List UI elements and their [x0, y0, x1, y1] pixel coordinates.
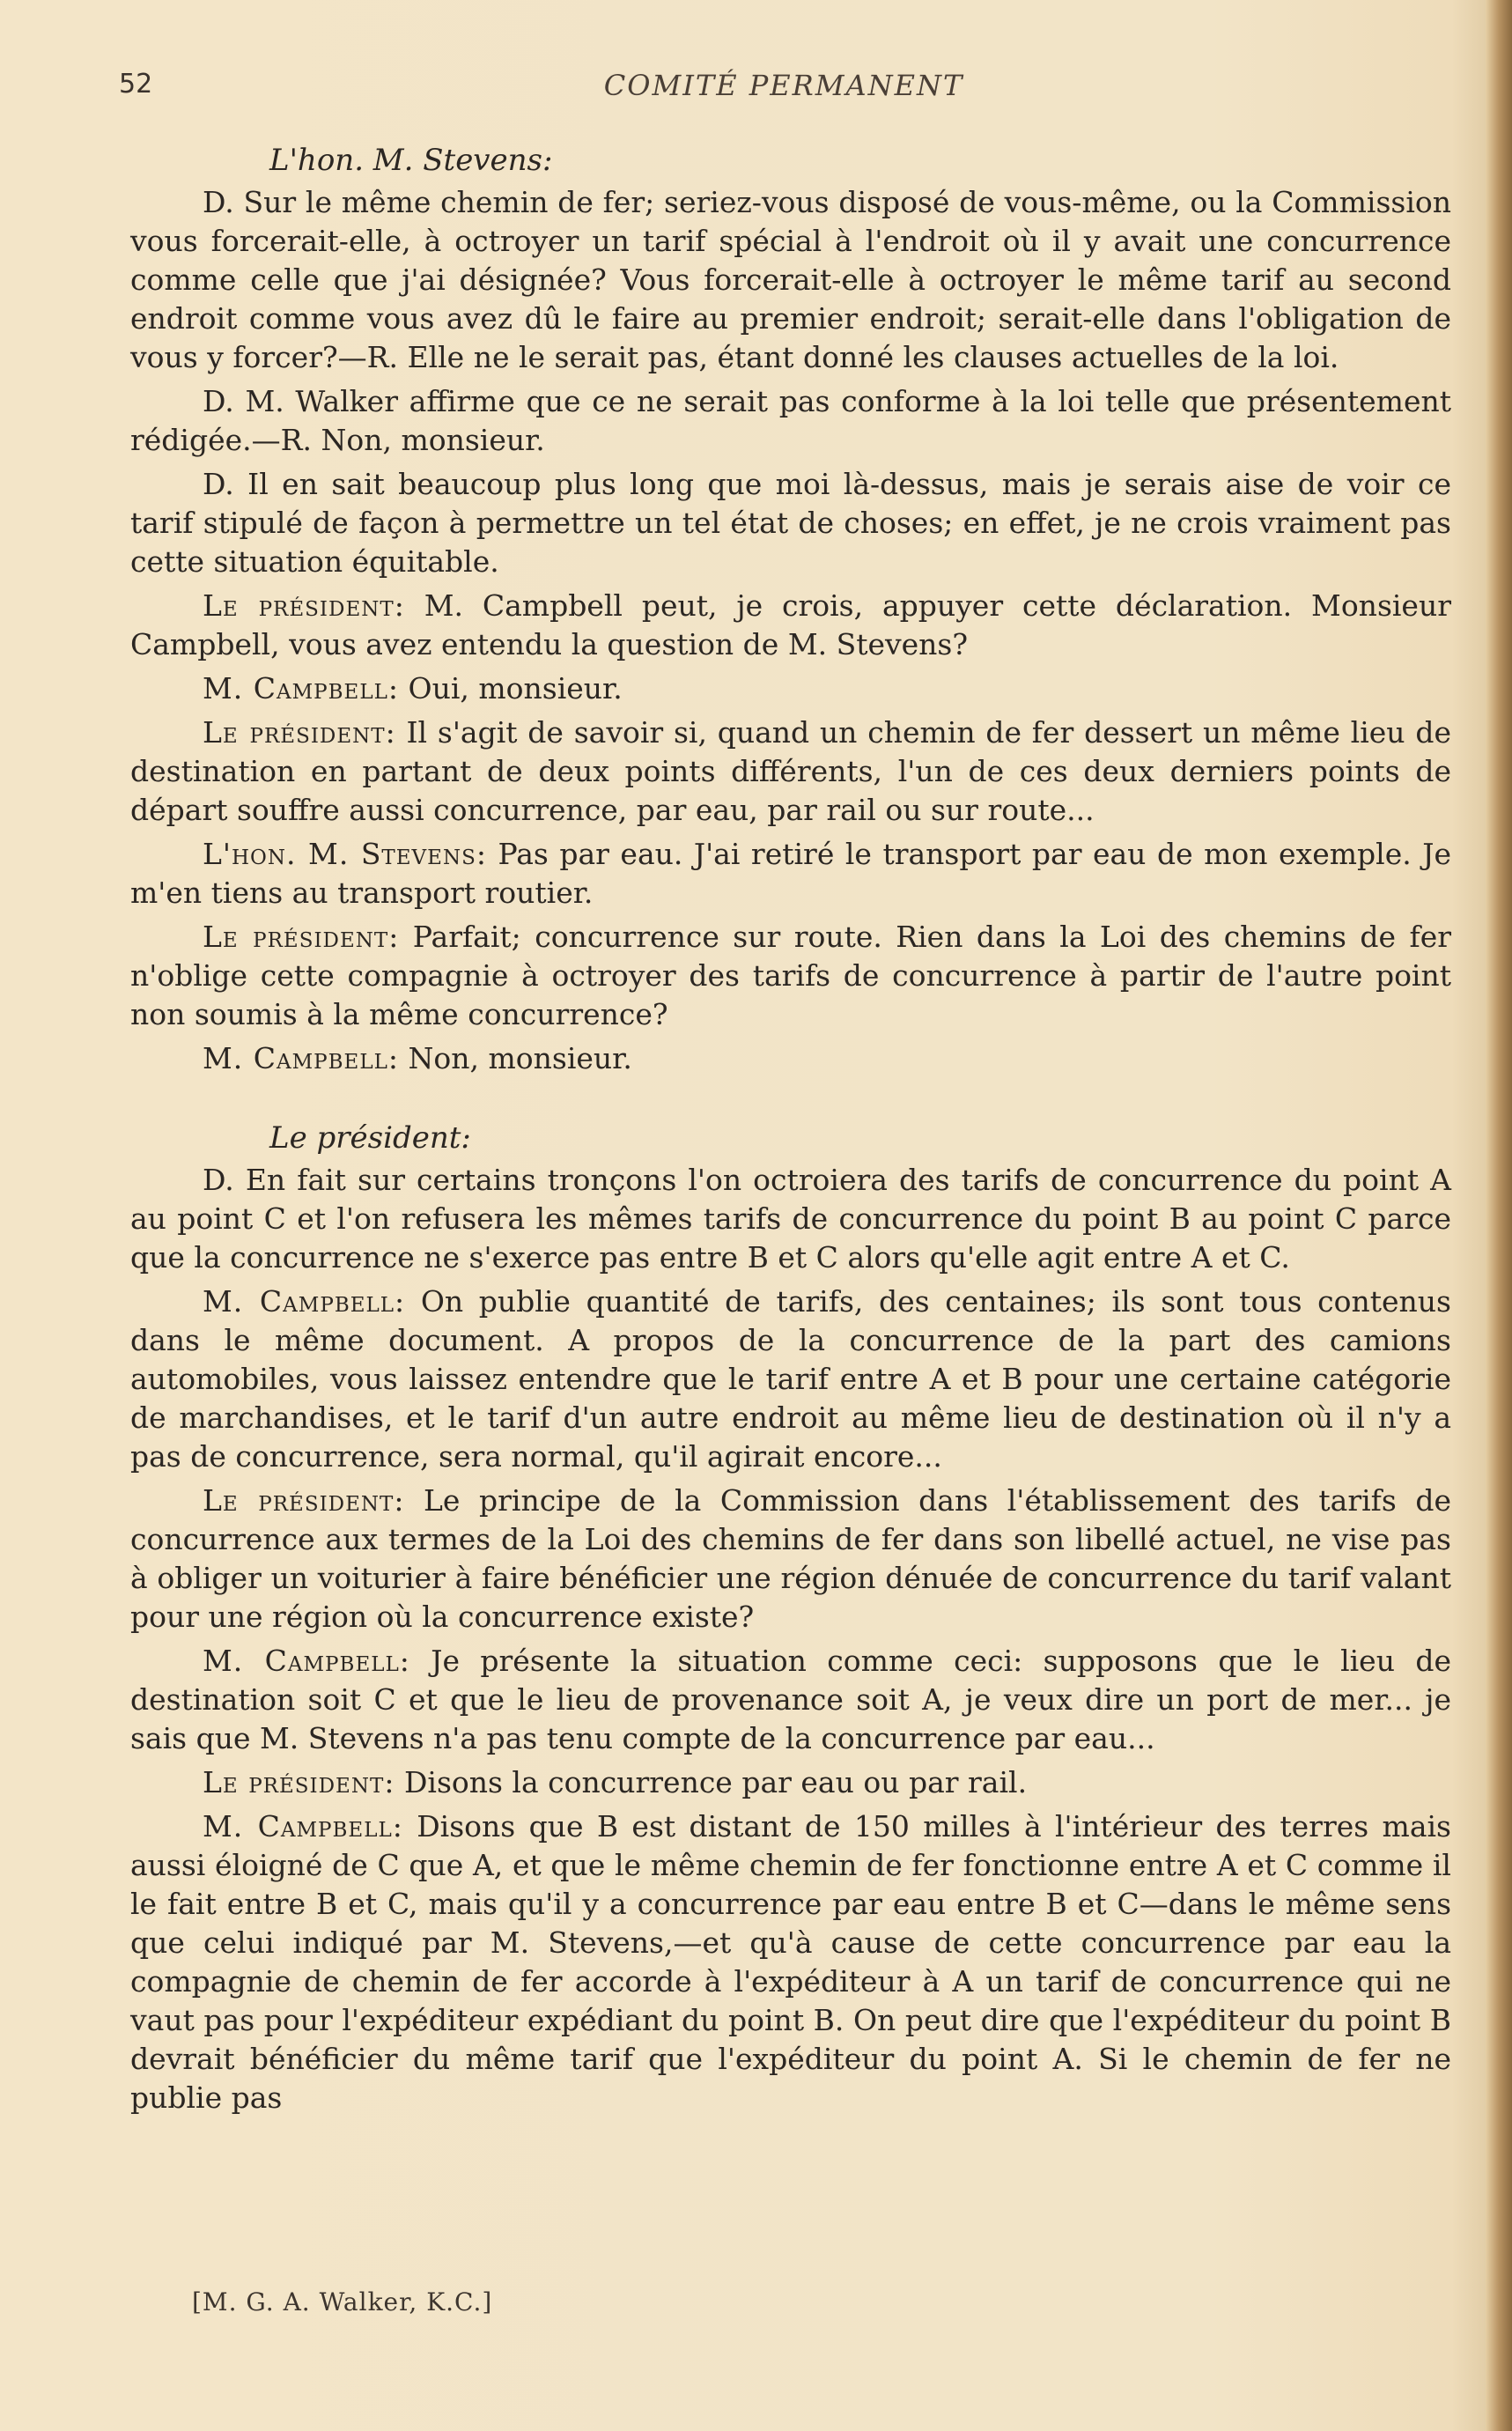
speaker-label: L'hon. M. Stevens:	[203, 837, 487, 871]
speaker-label: M. Campbell:	[203, 671, 400, 706]
paragraph	[130, 382, 1451, 460]
paragraph-text: D. M. Walker affirme que ce ne serait pas conforme à la loi telle que présentement rédigée.—R. Non, monsieur.	[130, 384, 1451, 457]
paragraph-text: M. Campbell peut, je crois, appuyer cette déclaration. Monsieur Campbell, vous avez entendu la question de M. Stevens?	[130, 588, 1451, 661]
paragraph	[130, 1161, 1451, 1277]
paragraph-text: Le principe de la Commission dans l'établissement des tarifs de concurrence aux termes de la Loi des chemins de fer dans son libellé actuel, ne vise pas à obliger un voiturier à faire bénéficier une région dénuée de concurrence du tarif valant pour une région où la concurrence existe?	[130, 1483, 1451, 1634]
paragraph-text: Disons la concurrence par eau ou par rail.	[403, 1765, 1028, 1799]
paragraph	[130, 1039, 1451, 1078]
speaker-label: Le président:	[203, 920, 400, 954]
paragraph	[130, 835, 1451, 913]
speaker-label: Le président:	[203, 715, 396, 750]
running-title: COMITÉ PERMANENT	[603, 69, 964, 102]
speaker-label: M. Campbell:	[203, 1809, 403, 1844]
speaker-label: M. Campbell:	[203, 1644, 410, 1678]
paragraph	[130, 918, 1451, 1034]
speaker-label: Le président:	[203, 588, 405, 623]
paragraph	[130, 1807, 1451, 2117]
section-heading: Le président:	[269, 1120, 471, 1156]
paragraph-text: D. En fait sur certains tronçons l'on octroiera des tarifs de concurrence du point A au point C et l'on refusera les mêmes tarifs de concurrence du point B au point C parce que la concurrence ne s'exerce pas entre B et C alors qu'elle agit entre A et C.	[130, 1163, 1451, 1275]
paragraph	[130, 1763, 1451, 1802]
book-spine-edge	[1486, 0, 1512, 2431]
paragraph	[130, 465, 1451, 581]
paragraph-text: Je présente la situation comme ceci: supposons que le lieu de destination soit C et que le lieu de provenance soit A, je veux dire un port de mer... je sais que M. Stevens n'a pas tenu compte de la concurrence par eau...	[130, 1644, 1451, 1755]
speaker-label: Le président:	[203, 1765, 395, 1799]
paragraph-text: On publie quantité de tarifs, des centaines; ils sont tous contenus dans le même document. A propos de la concurrence de la part des camions automobiles, vous laissez entendre que le tarif entre A et B pour une certaine catégorie de marchandises, et le tarif d'un autre endroit au même lieu de destination où il n'y a pas de concurrence, sera normal, qu'il agirait encore...	[130, 1284, 1451, 1474]
page-number: 52	[119, 69, 153, 100]
paragraph	[130, 1482, 1451, 1637]
paragraph	[130, 669, 1451, 708]
paragraph	[130, 183, 1451, 377]
speaker-label: M. Campbell:	[203, 1284, 406, 1319]
paragraph	[130, 713, 1451, 830]
section-stevens	[130, 139, 1451, 1078]
paragraph-text: Disons que B est distant de 150 milles à l'intérieur des terres mais aussi éloigné de C que A, et que le même chemin de fer fonctionne entre A et C comme il le fait entre B et C, mais qu'il y a concurrence par eau entre B et C—dans le même sens que celui indiqué par M. Stevens,—et qu'à cause de cette concurrence par eau la compagnie de chemin de fer accorde à l'expéditeur à A un tarif de concurrence qui ne vaut pas pour l'expéditeur expédiant du point B. On peut dire que l'expéditeur du point B devrait bénéficier du même tarif que l'expéditeur du point A. Si le chemin de fer ne publie pas	[130, 1809, 1451, 2115]
speaker-label: Le président:	[203, 1483, 405, 1518]
document-body	[130, 139, 1451, 2123]
paragraph-text: D. Il en sait beaucoup plus long que moi là-dessus, mais je serais aise de voir ce tarif stipulé de façon à permettre un tel état de choses; en effet, je ne crois vraiment pas cette situation équitable.	[130, 467, 1451, 579]
paragraph-text: Pas par eau. J'ai retiré le transport par eau de mon exemple. Je m'en tiens au transport routier.	[130, 837, 1451, 910]
paragraph	[130, 1642, 1451, 1758]
paragraph-text: Oui, monsieur.	[408, 671, 623, 706]
footer-note: [M. G. A. Walker, K.C.]	[192, 2287, 493, 2316]
section-heading: L'hon. M. Stevens:	[269, 143, 553, 178]
page-header	[119, 69, 1449, 113]
paragraph	[130, 587, 1451, 664]
paragraph	[130, 1282, 1451, 1476]
paragraph-text: D. Sur le même chemin de fer; seriez-vous disposé de vous-même, ou la Commission vous forcerait-elle, à octroyer un tarif spécial à l'endroit où il y avait une concurrence comme celle que j'ai désignée? Vous forcerait-elle à octroyer le même tarif au second endroit comme vous avez dû le faire au premier endroit; serait-elle dans l'obligation de vous y forcer?—R. Elle ne le serait pas, étant donné les clauses actuelles de la loi.	[130, 185, 1451, 374]
paragraph-text: Il s'agit de savoir si, quand un chemin de fer dessert un même lieu de destination en partant de deux points différents, l'un de ces deux derniers points de départ souffre aussi concurrence, par eau, par rail ou sur route...	[130, 715, 1451, 827]
speaker-label: M. Campbell:	[203, 1041, 400, 1075]
paragraph-text: Non, monsieur.	[408, 1041, 632, 1075]
paragraph-text: Parfait; concurrence sur route. Rien dans la Loi des chemins de fer n'oblige cette compagnie à octroyer des tarifs de concurrence à partir de l'autre point non soumis à la même concurrence?	[130, 920, 1452, 1031]
section-president	[130, 1117, 1451, 2117]
